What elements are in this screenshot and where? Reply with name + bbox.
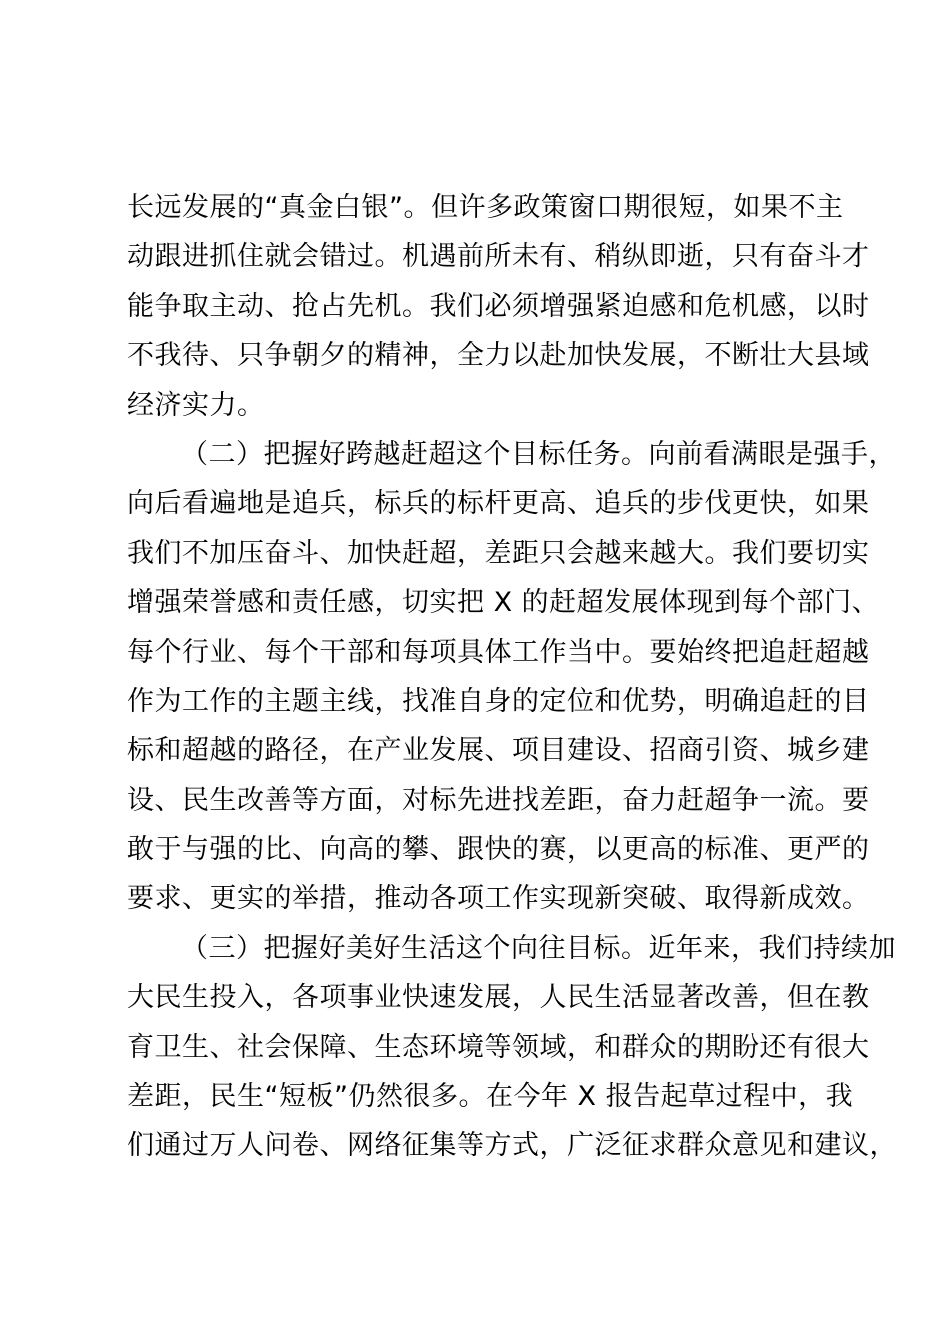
text-line: 标和超越的路径，在产业发展、项目建设、招商引资、城乡建 [127,735,870,767]
text-line: 每个行业、每个干部和每项具体工作当中。要始终把追赶超越 [127,636,870,668]
body-text [127,183,897,1171]
text-line: 要求、更实的举措，推动各项工作实现新突破、取得新成效。 [127,883,870,915]
text-line: 差距，民生“短板”仍然很多。在今年 X 报告起草过程中，我 [127,1081,854,1113]
text-line: 大民生投入，各项事业快速发展，人民生活显著改善，但在教 [127,982,870,1014]
section-heading-line: （三）把握好美好生活这个向往目标。近年来，我们持续加 [181,932,896,964]
text-line: 向后看遍地是追兵，标兵的标杆更高、追兵的步伐更快，如果 [127,488,870,520]
section-heading-line: （二）把握好跨越赶超这个目标任务。向前看满眼是强手， [181,438,896,470]
text-line: 长远发展的“真金白银”。但许多政策窗口期很短，如果不主 [127,192,844,223]
text-line: 育卫生、社会保障、生态环境等领域，和群众的期盼还有很大 [127,1031,870,1063]
text-line: 敢于与强的比、向高的攀、跟快的赛，以更高的标准、更严的 [127,834,870,866]
text-line: 我们不加压奋斗、加快赶超，差距只会越来越大。我们要切实 [127,537,870,569]
text-line: 动跟进抓住就会错过。机遇前所未有、稍纵即逝，只有奋斗才 [127,241,870,273]
text-line: 不我待、只争朝夕的精神，全力以赴加快发展，不断壮大县域 [127,340,870,372]
text-line: 设、民生改善等方面，对标先进找差距，奋力赶超争一流。要 [127,784,870,816]
text-line: 经济实力。 [127,389,265,421]
text-line: 作为工作的主题主线，找准自身的定位和优势，明确追赶的目 [127,685,870,717]
text-line: 增强荣誉感和责任感，切实把 X 的赶超发展体现到每个部门、 [127,587,880,619]
text-line: 们通过万人问卷、网络征集等方式，广泛征求群众意见和建议， [127,1130,897,1162]
text-line: 能争取主动、抢占先机。我们必须增强紧迫感和危机感，以时 [127,290,870,322]
